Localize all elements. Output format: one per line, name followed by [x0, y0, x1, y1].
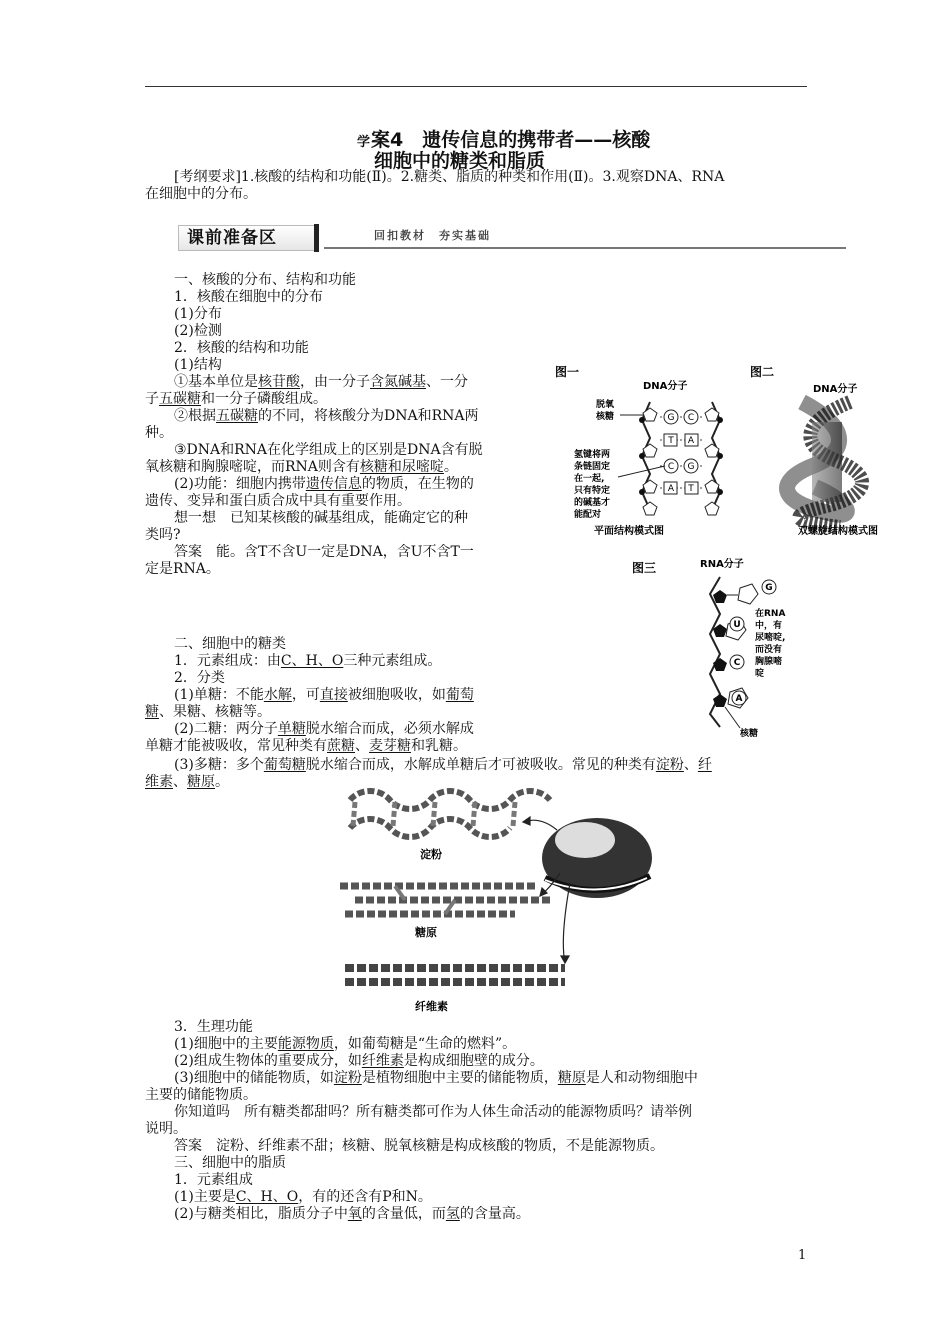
- s1-heading2: 2．核酸的结构和功能: [174, 340, 309, 356]
- s1-line: 种。: [145, 425, 173, 441]
- rna-molecule-label: RNA分子: [700, 559, 744, 570]
- s3-question-cont: 说明。: [145, 1121, 187, 1137]
- cellulose-chain: [345, 968, 565, 982]
- s1-h2a: (1)结构: [174, 357, 222, 373]
- page-subtitle: 细胞中的糖类和脂质: [374, 150, 546, 172]
- s1-line: 遗传、变异和蛋白质合成中具有重要作用。: [145, 493, 411, 509]
- cellulose-label: 纤维素: [415, 1000, 448, 1013]
- ribose-label: 核糖: [740, 729, 759, 739]
- rna-note-line: 胸腺嘧: [755, 657, 783, 667]
- helix-caption: 双螺旋结构模式图: [798, 526, 878, 537]
- hbond-note: 只有特定: [574, 486, 611, 496]
- s1-line: ②根据五碳糖的不同，将核酸分为DNA和RNA两: [174, 408, 479, 424]
- dna-base-left: C: [667, 462, 675, 472]
- hbond-note: 氢键将两: [574, 450, 611, 460]
- glycogen-label: 糖原: [415, 926, 437, 939]
- s2-line: 维素、糖原。: [145, 774, 229, 790]
- starch-chain: [350, 791, 550, 837]
- rna-base: G: [765, 583, 773, 593]
- s1-line: (2)功能：细胞内携带遗传信息的物质，在生物的: [174, 476, 474, 492]
- s1-line: 氧核糖和胸腺嘧啶，而RNA则含有核糖和尿嘧啶。: [145, 459, 458, 475]
- dna-base-left: A: [667, 484, 675, 494]
- banner-subtitle: 回扣教材 夯实基础: [374, 229, 491, 242]
- dna-molecule-label-2: DNA分子: [813, 384, 858, 395]
- banner-label: 课前准备区: [178, 225, 319, 251]
- section2-title: 二、细胞中的糖类: [174, 636, 286, 652]
- polysaccharide-figure: [335, 788, 665, 1018]
- s2-line: (1)单糖：不能水解，可直接被细胞吸收，如葡萄: [174, 687, 474, 703]
- page-title: 学案4 遗传信息的携带者——核酸: [357, 129, 651, 151]
- deoxyribose-pentagons: [643, 408, 719, 515]
- rna-note-line: 在RNA: [755, 609, 786, 619]
- s3-line: (1)细胞中的主要能源物质，如葡萄糖是“生命的燃料”。: [174, 1036, 517, 1052]
- section-banner: [178, 224, 846, 250]
- fig1-label: 图一: [555, 365, 580, 379]
- rna-note-line: 中，有: [755, 621, 783, 631]
- s1-line: 子五碳糖和一分子磷酸组成。: [145, 391, 327, 407]
- hbond-note: 条链固定: [574, 462, 611, 472]
- s3-heading: 3．生理功能: [174, 1019, 253, 1035]
- s4-line: (1)主要是C、H、O，有的还含有P和N。: [174, 1189, 432, 1205]
- base-pairs: [660, 410, 702, 494]
- fig2-label: 图二: [750, 365, 775, 379]
- exam-requirements-cont: 在细胞中的分布。: [145, 186, 257, 202]
- fig3-label: 图三: [632, 561, 657, 575]
- s1-h1a: (1)分布: [174, 306, 222, 322]
- s2-line: 糖、果糖、核糖等。: [145, 704, 271, 720]
- hbond-note: 能配对: [574, 510, 602, 520]
- s3-line: 主要的储能物质。: [145, 1087, 257, 1103]
- double-helix-model: [787, 402, 862, 527]
- s1-line: ①基本单位是核苷酸，由一分子含氮碱基、一分: [174, 374, 468, 390]
- rna-note-line: 而没有: [755, 645, 783, 655]
- s1-question: 想一想 已知某核酸的碱基组成，能确定它的种: [174, 510, 468, 526]
- section1-title: 一、核酸的分布、结构和功能: [174, 272, 356, 288]
- s1-answer: 答案 能。含T不含U一定是DNA，含U不含T一: [174, 544, 474, 560]
- rna-note-line: 尿嘧啶,: [755, 633, 786, 643]
- s3-answer: 答案 淀粉、纤维素不甜；核糖、脱氧核糖是构成核酸的物质，不是能源物质。: [174, 1138, 664, 1154]
- dna-base-left: G: [667, 413, 675, 423]
- dna-base-right: T: [688, 484, 694, 494]
- s2-line: 2．分类: [174, 670, 225, 686]
- exam-requirements: [考纲要求]1.核酸的结构和功能(Ⅱ)。2.糖类、脂质的种类和作用(Ⅱ)。3.观察DNA、RNA: [174, 169, 725, 185]
- dna-base-right: C: [687, 413, 695, 423]
- s1-heading1: 1．核酸在细胞中的分布: [174, 289, 323, 305]
- s2-line: 单糖才能被吸收，常见种类有蔗糖、麦芽糖和乳糖。: [145, 738, 467, 754]
- s3-line: (3)细胞中的储能物质，如淀粉是植物细胞中主要的储能物质，糖原是人和动物细胞中: [174, 1070, 698, 1086]
- food-illustration: [542, 818, 652, 898]
- rna-base: A: [735, 694, 743, 704]
- s1-answer-cont: 定是RNA。: [145, 561, 220, 577]
- rna-note-line: 啶: [755, 669, 765, 679]
- banner-rule: [324, 247, 846, 249]
- s1-question-cont: 类吗?: [145, 527, 181, 543]
- hbond-note: 的碱基才: [574, 498, 611, 508]
- rna-base: C: [733, 658, 741, 668]
- dna-base-left: T: [668, 436, 674, 446]
- dna-base-right: A: [687, 436, 695, 446]
- deoxyribose-label-2: 核糖: [596, 412, 615, 422]
- planar-caption: 平面结构模式图: [594, 526, 664, 537]
- s4-heading: 1．元素组成: [174, 1172, 253, 1188]
- deoxyribose-label-1: 脱氧: [596, 400, 615, 410]
- top-rule: [145, 86, 807, 87]
- page-number: 1: [798, 1248, 807, 1263]
- s2-line: (3)多糖：多个葡萄糖脱水缩合而成，水解成单糖后才可被吸收。常见的种类有淀粉、纤: [174, 757, 712, 773]
- dna-molecule-label: DNA分子: [643, 381, 688, 392]
- rna-bases: [726, 580, 776, 708]
- s2-line: 1．元素组成：由C、H、O三种元素组成。: [174, 653, 442, 669]
- rna-base: U: [733, 620, 741, 630]
- s1-h1b: (2)检测: [174, 323, 222, 339]
- s3-question: 你知道吗 所有糖类都甜吗？所有糖类都可作为人体生命活动的能源物质吗？请举例: [174, 1104, 692, 1120]
- starch-label: 淀粉: [420, 848, 442, 861]
- hbond-note: 在一起,: [574, 474, 605, 484]
- s1-line: ③DNA和RNA在化学组成上的区别是DNA含有脱: [174, 442, 483, 458]
- nucleic-acid-figure: [550, 362, 900, 747]
- dna-base-right: G: [687, 462, 695, 472]
- s4-line: (2)与糖类相比，脂质分子中氧的含量低，而氢的含量高。: [174, 1206, 530, 1222]
- glycogen-chain: [340, 886, 550, 914]
- banner-bar: [314, 224, 319, 252]
- s2-line: (2)二糖：两分子单糖脱水缩合而成，必须水解成: [174, 721, 474, 737]
- rna-ribose: [713, 590, 727, 707]
- section3-title: 三、细胞中的脂质: [174, 1155, 286, 1171]
- s3-line: (2)组成生物体的重要成分，如纤维素是构成细胞壁的成分。: [174, 1053, 544, 1069]
